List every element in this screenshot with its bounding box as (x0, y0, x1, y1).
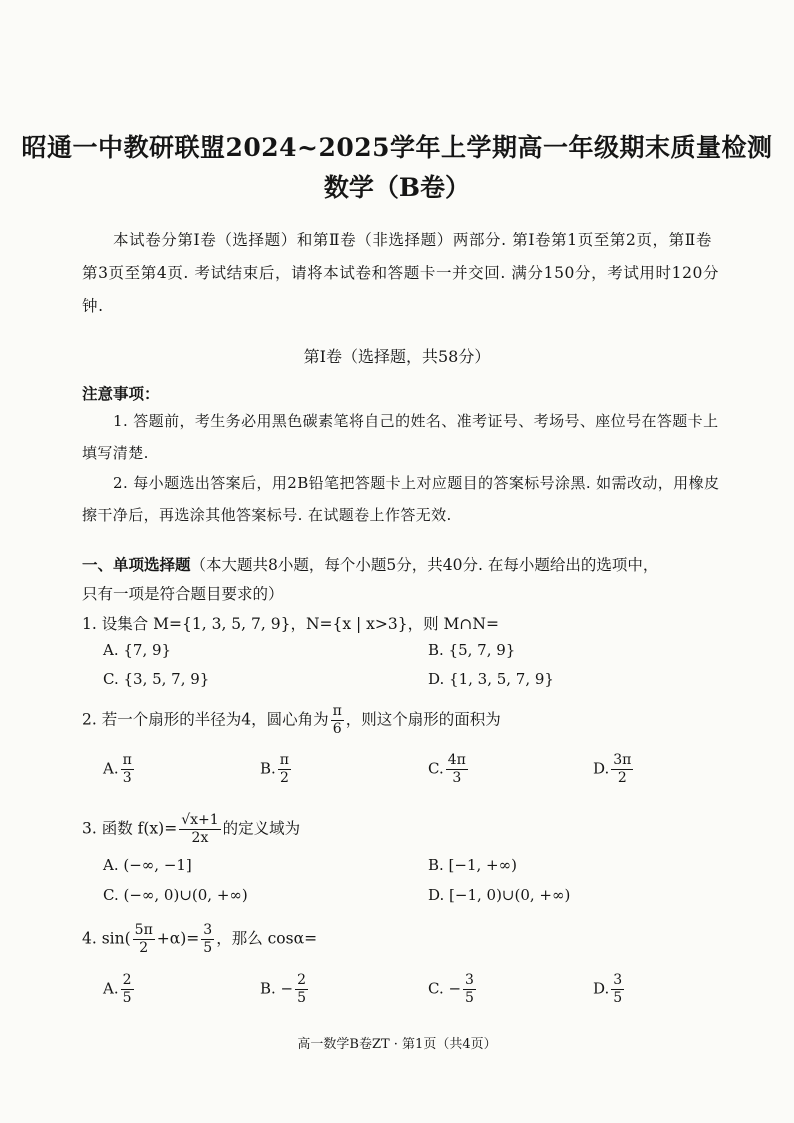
q1-option-b: B. {5, 7, 9} (428, 641, 516, 659)
q4-rhs-den: 5 (203, 940, 213, 956)
exam-subtitle: 数学（B卷） (323, 173, 471, 202)
q2-option-a (103, 752, 136, 787)
q4-option-b (260, 972, 310, 1007)
q4-c-num: 3 (465, 972, 474, 988)
section1-desc-line2: 只有一项是符合题目要求的） (82, 585, 284, 603)
q4-stem-pre: 4. sin( (82, 929, 131, 948)
q3-option-b: B. [−1, +∞) (428, 856, 517, 874)
page-footer: 高一数学B卷ZT · 第1页（共4页） (297, 1037, 497, 1052)
q4-stem-mid: +α)= (156, 929, 200, 948)
q1-option-d: D. {1, 3, 5, 7, 9} (428, 670, 554, 688)
notice-item-2: 2. 每小题选出答案后，用2B铅笔把答题卡上对应题目的答案标号涂黑. 如需改动，用橡皮擦干净后，再选涂其他答案标号. 在试题卷上作答无效. (82, 474, 720, 524)
q2-stem-num: π (332, 703, 342, 719)
q2-c-label: C. (428, 759, 444, 778)
q2-b-den: 2 (279, 770, 289, 786)
q4-a-label: A. (103, 979, 119, 998)
q2-option-c (428, 752, 470, 787)
q3-stem-post: 的定义域为 (222, 819, 301, 838)
q2-a-den: 3 (122, 770, 132, 786)
q3-option-c: C. (−∞, 0)∪(0, +∞) (103, 886, 248, 904)
q3-stem-num: √x+1 (181, 812, 219, 828)
q4-stem-den: 2 (139, 940, 149, 956)
q4-rhs-num: 3 (203, 922, 213, 938)
q2-option-d (593, 752, 635, 787)
exam-title: 昭通一中教研联盟2024~2025学年上学期高一年级期末质量检测 (21, 133, 773, 162)
q2-b-num: π (279, 752, 289, 768)
q3-stem (82, 812, 300, 847)
q4-option-a (103, 972, 136, 1007)
q1-stem: 1. 设集合 M={1, 3, 5, 7, 9}，N={x | x>3}，则 M∩N= (82, 615, 499, 633)
q1-option-c: C. {3, 5, 7, 9} (103, 670, 210, 688)
q2-c-den: 3 (452, 770, 462, 786)
q2-stem-fraction (331, 703, 344, 738)
q4-b-den: 5 (297, 990, 307, 1006)
q4-d-label: D. (593, 979, 610, 998)
part1-heading: 第Ⅰ卷（选择题，共58分） (303, 347, 491, 366)
q3-stem-den: 2x (191, 830, 209, 846)
q4-b-num: 2 (297, 972, 307, 988)
q1-option-a: A. {7, 9} (103, 641, 172, 659)
section1-desc-line1: （本大题共8小题，每个小题5分，共40分. 在每小题给出的选项中， (190, 556, 659, 574)
notice-heading: 注意事项： (82, 384, 160, 403)
q4-c-den: 5 (465, 990, 474, 1006)
q2-c-num: 4π (447, 752, 466, 768)
q2-stem (82, 703, 501, 738)
q2-stem-den: 6 (332, 721, 342, 737)
q4-a-num: 2 (122, 972, 132, 988)
q2-stem-pre: 2. 若一个扇形的半径为4，圆心角为 (82, 710, 329, 729)
q2-d-num: 3π (613, 752, 632, 768)
q2-a-label: A. (103, 759, 119, 778)
q2-option-b (260, 752, 293, 787)
section1-heading: 一、单项选择题 (82, 555, 191, 574)
q3-stem-pre: 3. 函数 f(x)= (82, 819, 178, 838)
q4-stem (82, 922, 317, 957)
q4-a-den: 5 (122, 990, 132, 1006)
q2-b-label: B. (260, 759, 276, 778)
q2-d-label: D. (593, 759, 610, 778)
intro-paragraph: 本试卷分第Ⅰ卷（选择题）和第Ⅱ卷（非选择题）两部分. 第Ⅰ卷第1页至第2页，第Ⅱ卷第3页至第4页. 考试结束后，请将本试卷和答题卡一并交回. 满分150分，考试用时120分钟. (82, 231, 720, 315)
q4-stem-num: 5π (134, 922, 153, 938)
q4-b-label: B. − (260, 979, 294, 998)
q4-d-num: 3 (613, 972, 623, 988)
q4-d-den: 5 (613, 990, 623, 1006)
section1-heading-line (82, 553, 658, 575)
q4-stem-post: ，那么 cosα= (216, 929, 318, 948)
notice-item-1: 1. 答题前，考生务必用黑色碳素笔将自己的姓名、准考证号、考场号、座位号在答题卡上填写清楚. (82, 412, 719, 462)
q4-c-label: C. − (428, 979, 462, 998)
q4-option-c (428, 972, 478, 1007)
q2-a-num: π (122, 752, 132, 768)
q3-option-d: D. [−1, 0)∪(0, +∞) (428, 886, 571, 904)
q3-option-a: A. (−∞, −1] (103, 856, 192, 874)
q4-option-d (593, 972, 626, 1007)
q2-stem-post: ，则这个扇形的面积为 (345, 710, 501, 729)
q2-d-den: 2 (617, 770, 627, 786)
